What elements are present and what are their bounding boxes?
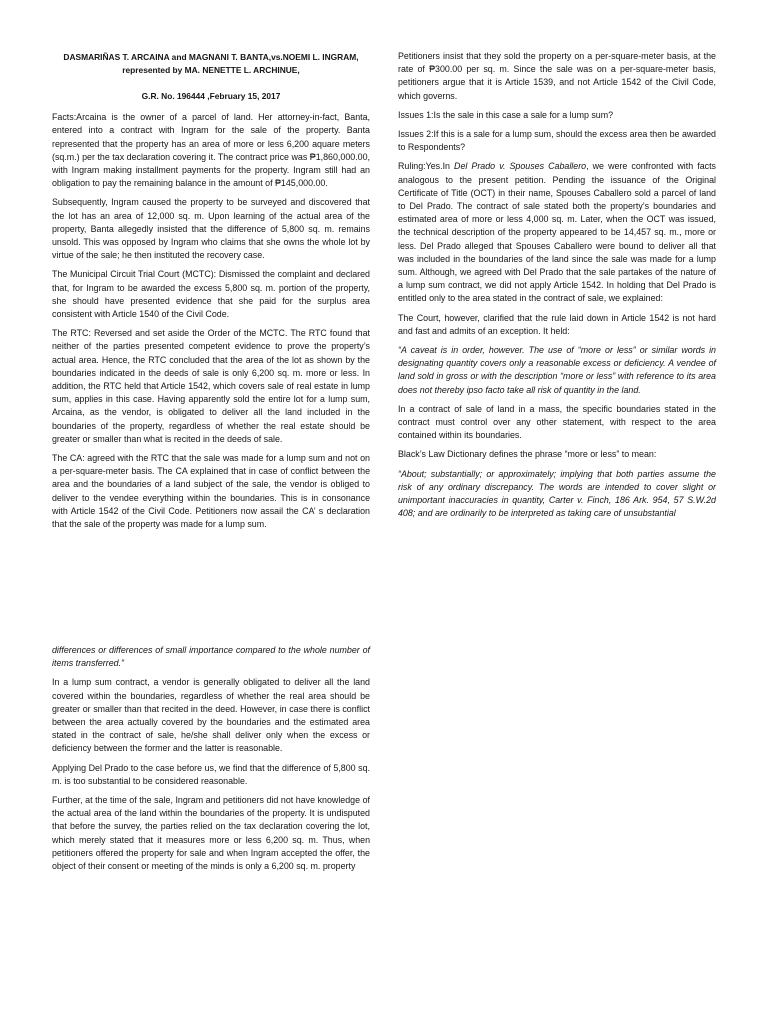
issue-2: Issues 2:If this is a sale for a lump sum, should the excess area then be awarded to Respondents? [398,129,716,153]
ruling-paragraph [398,160,716,305]
ruling-text: , we were confronted with facts analogous to the present petition. Pending the issuance of the Original Certificate of Title (OCT) in their name, Spouses Caballero sold a parcel of land to Del Prado. The contract of sale stated both the property’s boundaries and estimated area of more or less 4,000 sq. m. Later, when the OCT was issued, the technical description of the property appeared to be 14,457 sq. m., more or less. Del Prado alleged that Spouses Caballero were bound to deliver all that was included in the boundaries of the land since the sale was made for a lump sum. Although, we agreed with Del Prado that the sale partakes of the nature of a lump sum contract, we did not apply Article 1542. In holding that Del Prado is entitled only to the area stated in the contract of sale, we explained: [398,161,716,304]
top-right-column [398,50,716,527]
issue-1: Issues 1:Is the sale in this case a sale for a lump sum? [398,109,614,120]
survey-paragraph: Subsequently, Ingram caused the property to be surveyed and discovered that the lot has an area of 12,000 sq. m. Upon learning of the actual area of the property, Banta allegedly insisted that the difference of 5,800 sq. m. remains unsold. This was opposed by Ingram who claims that she owns the whole lot by virtue of the sale; he then instituted the recovery case. [52,197,370,261]
facts-paragraph: Facts:Arcaina is the owner of a parcel of land. Her attorney-in-fact, Banta, entered into a contract with Ingram for the sale of the property. Banta represented that the property has an area of more or less 6,200 aquare meters (sq.m.) per the tax declaration covering it. The contract price was ₱1,860,000.00, with Ingram making installment payments for the property. Ingram still had an obligation to pay the remaining balance in the amount of ₱145,000.00. [52,112,370,189]
top-left-column [52,51,370,537]
contract-in-mass-paragraph: In a contract of sale of land in a mass, the specific boundaries stated in the contract must control over any other statement, with respect to the area contained within its boundaries. [398,403,716,441]
lump-sum-rule-paragraph: In a lump sum contract, a vendor is generally obligated to deliver all the land covered within the boundaries, regardless of whether the real area should be greater or smaller than that recited in the deed. However, in case there is conflict between the area actually covered by the boundaries and the estimated area stated in the contract of sale, he/she shall deliver only when the excess or deficiency between the former and the latter is reasonable. [52,677,370,754]
applying-paragraph: Applying Del Prado to the case before us, we find that the difference of 5,800 sq. m. is too substantial to be considered reasonable. [52,762,370,786]
further-paragraph: Further, at the time of the sale, Ingram and petitioners did not have knowledge of the actual area of the land within the boundaries of the property. It is undisputed that before the survey, the parties relied on the tax declaration covering the lot, which merely stated that it measures more or less 6,200 sq. m. Thus, when petitioners offered the property for sale and when Ingram accepted the offer, the object of their consent or meeting of the minds is only a 6,200 sq. m. property [52,795,370,872]
rtc-paragraph: The RTC: Reversed and set aside the Order of the MCTC. The RTC found that neither of the parties presented competent evidence to prove the property’s actual area. Hence, the RTC concluded that the area of the lot as shown by the boundaries indicated in the deeds of sale is only 6,200 sq. m. more or less. In addition, the RTC held that Article 1542, which covers sale of real estate in lump sum, applies in this case. Having apparently sold the entire lot for a lump sum, Arcaina, as the vendor, is obligated to deliver all the land included in the boundaries of the property, regardless of whether the real estate should be greater or smaller than what is recited in the deeds of sale. [52,328,370,444]
definition-quote-continued: differences or differences of small importance compared to the whole number of items transferred.” [52,645,370,669]
court-clarified-paragraph: The Court, however, clarified that the rule laid down in Article 1542 is not hard and fast and admits of an exception. It held: [398,312,716,336]
petitioners-paragraph: Petitioners insist that they sold the property on a per-square-meter basis, at the rate of ₱300.00 per sq. m. Since the sale was on a per-square-meter basis, petitioners argue that it is Article 1539, and not Article 1542 of the Civil Code, which governs. [398,51,716,101]
bottom-left-column [52,644,370,879]
caveat-quote: “A caveat is in order, however. The use of “more or less” or similar words in designating quantity covers only a reasonable excess or deficiency. A vendee of land sold in gross or with the description “more or less” with reference to its area does not thereby ipso facto take all risk of quantity in the land. [398,345,716,395]
definition-quote: “About; substantially; or approximately; implying that both parties assume the risk of any ordinary discrepancy. The words are intended to cover slight or unimportant inaccuracies in quantity, Carter v. Finch, 186 Ark. 954, 57 S.W.2d 408; and are ordinarily to be interpreted as taking care of unsubstantial [398,468,716,519]
ca-paragraph: The CA: agreed with the RTC that the sale was made for a lump sum and not on a per-square-meter basis. The CA explained that in case of conflict between the area and the boundaries of a land subject of the sale, the vendor is obliged to deliver to the vendee everything within the boundaries. This is in consonance with Article 1542 of the Civil Code. Petitioners now assail the CA’ s declaration that the sale of the property was made for a lump sum. [52,453,370,530]
ruling-prefix: Ruling:Yes.In [398,161,455,172]
ruling-case-name: Del Prado v. Spouses Caballero [454,161,587,172]
case-title: DASMARIÑAS T. ARCAINA and MAGNANI T. BANTA,vs.NOEMI L. INGRAM, represented by MA. NENETTE L. ARCHINUE, [63,52,359,75]
mctc-paragraph: The Municipal Circuit Trial Court (MCTC): Dismissed the complaint and declared that, for Ingram to be awarded the excess 5,800 sq. m. portion of the property, she should have presented evidence that she paid for the surplus area consistent with Article 1540 of the Civil Code. [52,269,370,320]
blacks-law-paragraph: Black’s Law Dictionary defines the phrase “more or less” to mean: [398,449,657,460]
case-number: G.R. No. 196444 ,February 15, 2017 [141,91,281,101]
